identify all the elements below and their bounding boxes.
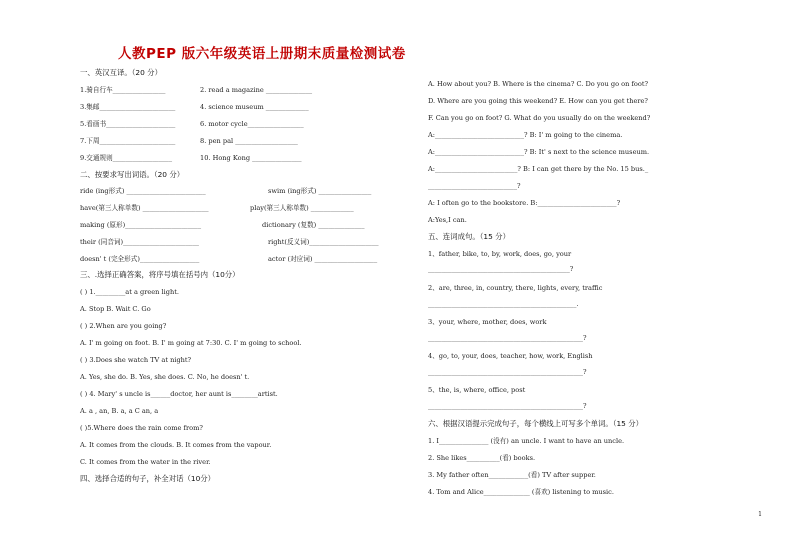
item-row: doesn' t (完全形式)__________________: [80, 255, 200, 263]
question-line: 3. My father often____________(看) TV after supper.: [428, 471, 596, 479]
dialog-line: A. How about you? B. Where is the cinema? C. Do you go on foot?: [428, 80, 649, 88]
item-row: 8. pen pal ___________________: [200, 137, 298, 145]
question-line: ( ) 3.Does she watch TV at night?: [80, 356, 192, 364]
exam-title: 人教PEP 版六年级英语上册期末质量检测试卷: [118, 46, 406, 62]
question-line: ( )5.Where does the rain come from?: [80, 424, 203, 432]
section-3-heading: 三、.选择正确答案，将序号填在括号内（10分）: [80, 270, 240, 279]
question-line: A. a , an, B. a, a C an, a: [80, 407, 159, 415]
question-line: C. It comes from the water in the river.: [80, 458, 211, 466]
question-line: 1. I_______________ (没有) an uncle. I want to have an uncle.: [428, 437, 625, 445]
question-line: 4. Tom and Alice______________ (喜欢) listening to music.: [428, 488, 614, 496]
question-line: 2. She likes__________(看) books.: [428, 454, 536, 462]
question-line: A. Yes, she do. B. Yes, she does. C. No, he doesn' t.: [80, 373, 250, 381]
answer-line: _______________________________________________?: [428, 402, 587, 410]
item-row: 5.看画书_____________________: [80, 120, 176, 128]
item-row: 6. motor cycle_________________: [200, 120, 304, 128]
answer-line: _______________________________________________?: [428, 334, 587, 342]
answer-line: _____________________________________________.: [428, 300, 579, 308]
dialog-line: A:___________________________? B: It' s next to the science museum.: [428, 148, 650, 156]
question-line: 4、go, to, your, does, teacher, how, work, English: [428, 352, 593, 360]
dialog-line: A:Yes,I can.: [428, 216, 467, 224]
item-row: 10. Hong Kong _______________: [200, 154, 302, 162]
item-row: 3.集邮_______________________: [80, 103, 176, 111]
item-row: swim (ing形式) ________________: [268, 187, 372, 195]
item-row: ride (ing形式) ________________________: [80, 187, 206, 195]
item-row: right(反义词)_____________________: [268, 238, 379, 246]
section-2-heading: 二、按要求写出词语。（20 分）: [80, 170, 185, 179]
question-line: ( ) 4. Mary' s uncle is______doctor, her aunt is________artist.: [80, 390, 278, 398]
dialog-line: A:___________________________? B: I' m going to the cinema.: [428, 131, 623, 139]
item-row: their (同音词)_______________________: [80, 238, 199, 246]
item-row: have(第三人称单数) ____________________: [80, 204, 209, 212]
question-line: ( ) 2.When are you going?: [80, 322, 167, 330]
question-line: 2、are, three, in, country, there, lights, every, traffic: [428, 284, 603, 292]
dialog-line: ___________________________?: [428, 182, 521, 190]
item-row: 2. read a magazine ______________: [200, 86, 313, 94]
dialog-line: A: I often go to the bookstore. B:________________________?: [428, 199, 621, 207]
page-number: 1: [758, 511, 762, 518]
question-line: ( ) 1._________at a green light.: [80, 288, 179, 296]
question-line: 3、your, where, mother, does, work: [428, 318, 547, 326]
item-row: actor (对应词) ___________________: [268, 255, 378, 263]
question-line: 5、the, is, where, office, post: [428, 386, 526, 394]
answer-line: ___________________________________________?: [428, 265, 574, 273]
dialog-line: D. Where are you going this weekend? E. How can you get there?: [428, 97, 648, 105]
section-5-heading: 五、连词成句。（15 分）: [428, 232, 510, 241]
item-row: play(第三人称单数) _____________: [250, 204, 354, 212]
item-row: 7.下周_______________________: [80, 137, 176, 145]
item-row: 4. science museum _____________: [200, 103, 309, 111]
item-row: 1.骑自行车________________: [80, 86, 166, 94]
dialog-line: F. Can you go on foot? G. What do you usually do on the weekend?: [428, 114, 651, 122]
question-line: A. Stop B. Wait C. Go: [80, 305, 151, 313]
question-line: 1、father, bike, to, by, work, does, go, your: [428, 250, 572, 258]
section-6-heading: 六、根据汉语提示完成句子，每个横线上可写多个单词。（15 分）: [428, 419, 643, 428]
answer-line: _______________________________________________?: [428, 368, 587, 376]
dialog-line: A:_________________________? B: I can get there by the No. 15 bus._: [428, 165, 649, 173]
question-line: A. I' m going on foot. B. I' m going at 7:30. C. I' m going to school.: [80, 339, 302, 347]
item-row: making (原形)_______________________: [80, 221, 202, 229]
item-row: dictionary (复数) ______________: [262, 221, 365, 229]
item-row: 9.交通规则__________________: [80, 154, 173, 162]
section-4-heading: 四、选择合适的句子，补全对话（10分）: [80, 474, 216, 483]
section-1-heading: 一、英汉互译。（20 分）: [80, 68, 162, 77]
question-line: A. It comes from the clouds. B. It comes from the vapour.: [80, 441, 272, 449]
